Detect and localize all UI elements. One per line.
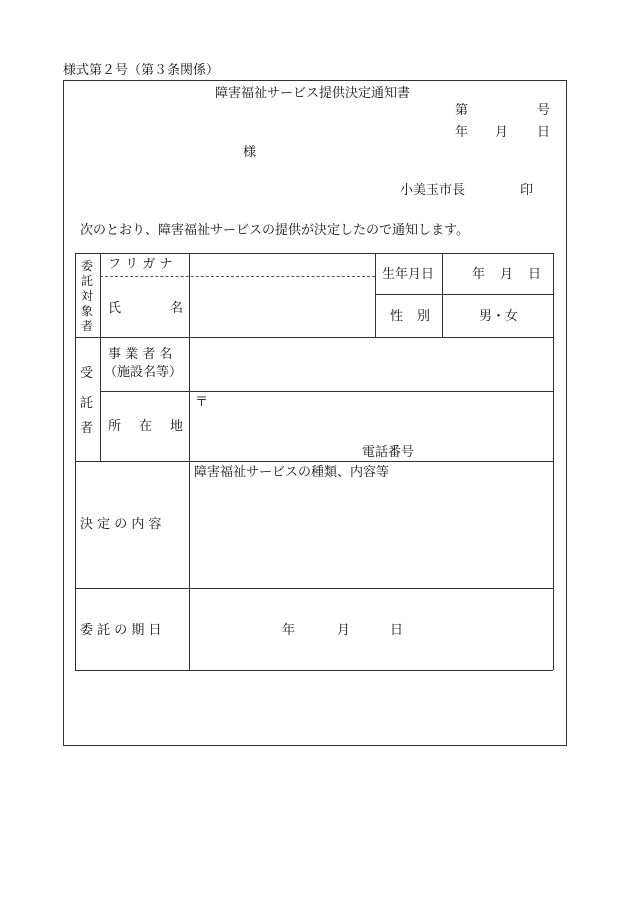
- date-year: 年: [455, 125, 469, 140]
- phone-label: 電話番号: [362, 445, 415, 460]
- contractor-label-2: 託: [80, 396, 94, 411]
- contractor-label-3: 者: [80, 421, 94, 436]
- birthdate-day: 日: [528, 267, 542, 282]
- facility-name-label: （施設名等）: [104, 365, 183, 380]
- address-field[interactable]: [210, 396, 548, 436]
- birthdate-year: 年: [472, 267, 486, 282]
- doc-number-suffix: 号: [537, 103, 551, 118]
- birthdate-label: 生年月日: [382, 267, 435, 282]
- form-number: 様式第２号（第３条関係）: [63, 63, 220, 78]
- service-content-field[interactable]: [194, 484, 548, 582]
- name-label-1: 氏: [108, 301, 122, 316]
- intro-text: 次のとおり、障害福祉サービスの提供が決定したので通知します。: [80, 223, 469, 238]
- period-day: 日: [390, 623, 404, 638]
- phone-field[interactable]: [420, 442, 548, 458]
- furigana-label: フ リ ガ ナ: [108, 257, 173, 272]
- postal-mark: 〒: [195, 395, 209, 410]
- issuer: 小美玉市長: [400, 183, 466, 198]
- gender-options[interactable]: 男・女: [479, 309, 519, 324]
- recipient-honorific: 様: [243, 145, 257, 160]
- business-name-label: 事 業 者 名: [108, 347, 173, 362]
- birthdate-month: 月: [500, 267, 514, 282]
- business-name-field[interactable]: [194, 342, 548, 386]
- date-day: 日: [537, 125, 551, 140]
- period-year: 年: [282, 623, 296, 638]
- period-label: 委 託 の 期 日: [80, 623, 162, 638]
- name-label-2: 名: [170, 301, 184, 316]
- furigana-field[interactable]: [194, 258, 370, 272]
- contractor-label-1: 受: [80, 366, 94, 381]
- name-field[interactable]: [194, 282, 370, 332]
- form-title: 障害福祉サービス提供決定通知書: [215, 86, 411, 101]
- decision-label: 決 定 の 内 容: [80, 517, 162, 532]
- gender-label-2: 別: [417, 309, 431, 324]
- doc-number-prefix: 第: [455, 103, 469, 118]
- period-month: 月: [337, 623, 351, 638]
- address-label-1: 所: [108, 419, 122, 434]
- gender-label-1: 性: [390, 309, 404, 324]
- date-month: 月: [495, 125, 509, 140]
- address-label-2: 在: [139, 419, 153, 434]
- seal-mark: 印: [520, 183, 534, 198]
- address-label-3: 地: [170, 419, 184, 434]
- target-group-label: 委託対象者: [80, 259, 93, 333]
- service-type-label: 障害福祉サービスの種類、内容等: [194, 465, 390, 480]
